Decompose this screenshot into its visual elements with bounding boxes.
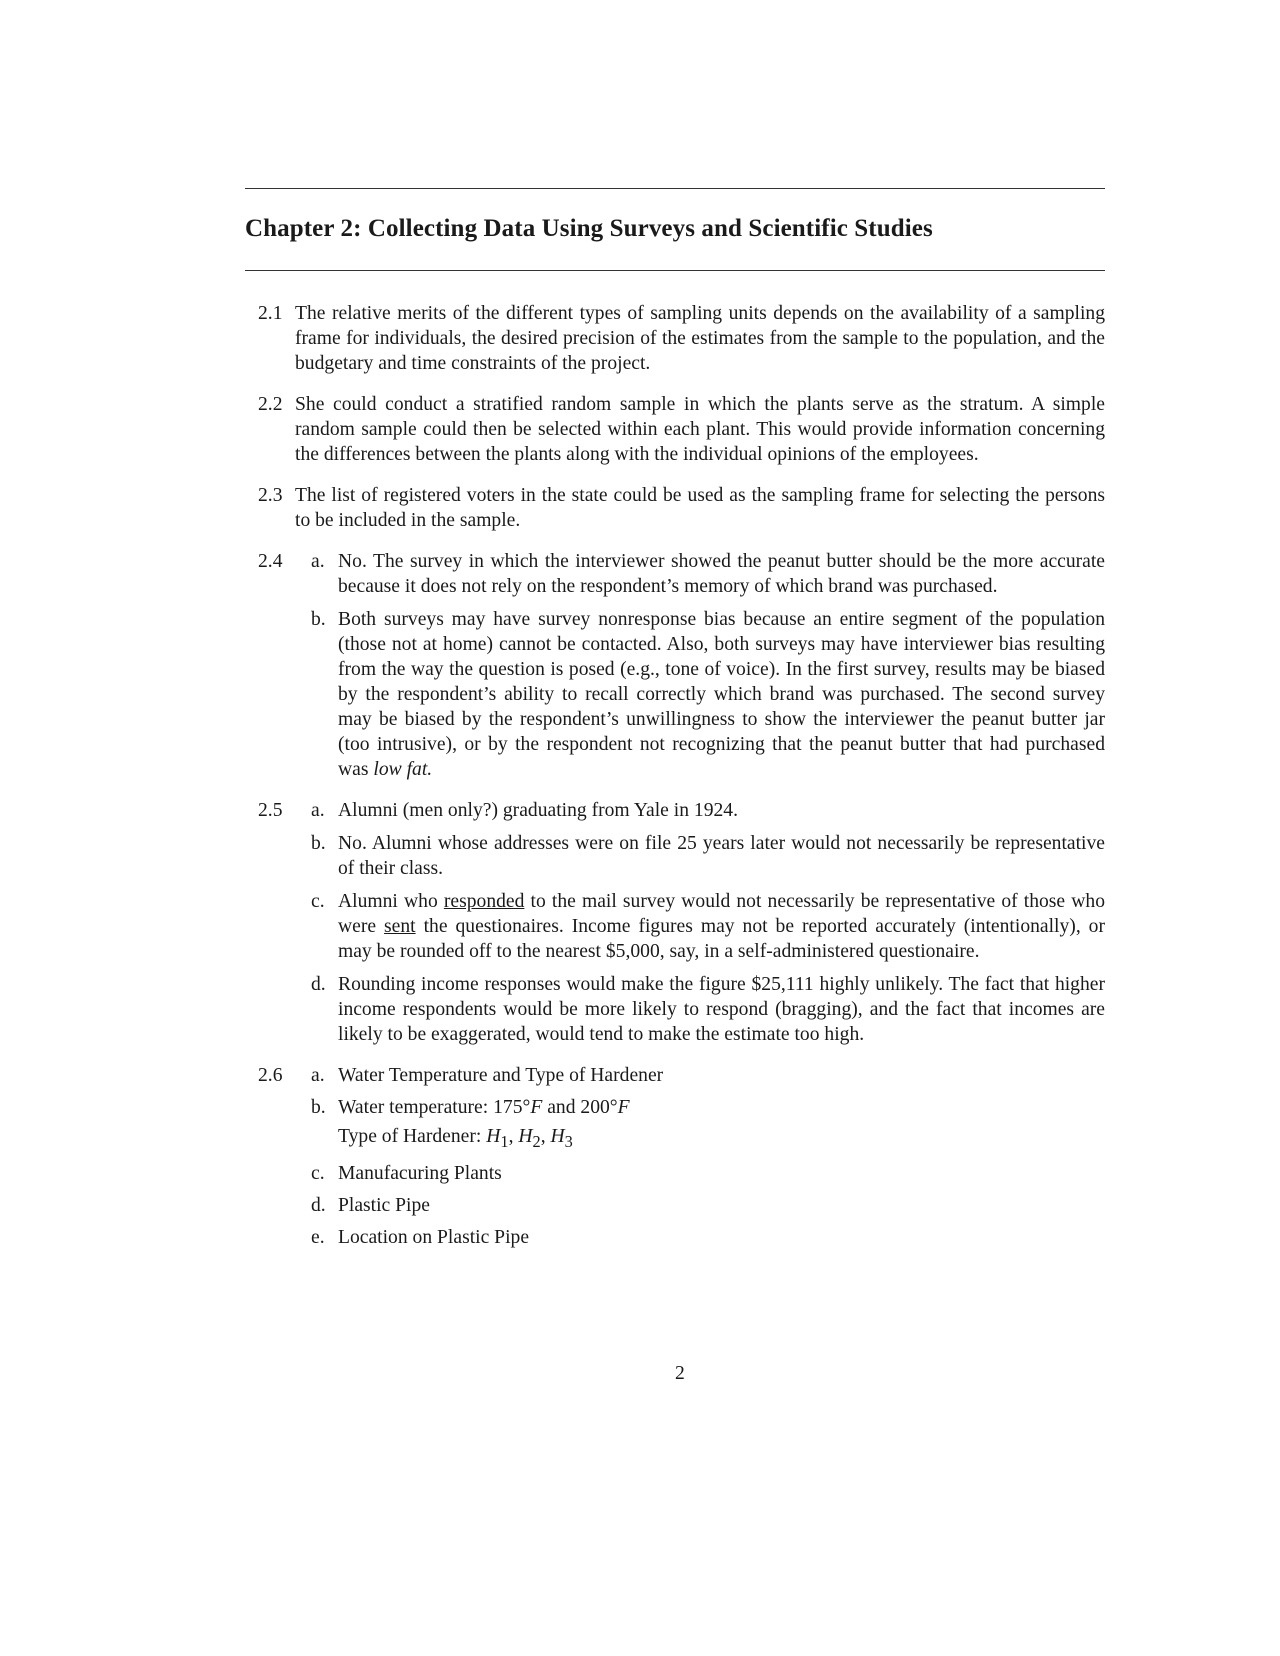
item-text: Alumni (men only?) graduating from Yale in 1924. [338,800,738,821]
solutions-list [258,301,1105,1266]
item-letter: a. [311,800,325,821]
item-text: Water Temperature and Type of Hardener [338,1065,664,1086]
item-letter: d. [311,1194,326,1216]
problem-number: 2.4 [258,551,283,572]
temperature-line [338,1097,630,1118]
item-text: Alumni who [338,891,444,912]
hardener-symbol: H [550,1126,565,1147]
item-letter: c. [311,1162,325,1184]
hardener-line [338,1124,1105,1154]
item-text: to the mail survey would not necessarily be representative of those who were [338,891,1105,937]
problem-2-3 [258,483,1105,533]
problem-number: 2.2 [258,394,283,415]
italic-text: low fat. [373,759,433,780]
problem-2-2 [258,392,1105,467]
answer-item-b [311,831,1105,881]
item-text: Rounding income responses would make the figure $25,111 highly unlikely. The fact that higher income respondents would be more likely to respond (bragging), and the fact that incomes are likely to be exaggerated, would tend to make the estimate too high. [338,974,1105,1045]
answer-item-b [311,607,1105,782]
answer-item-e [311,1225,1105,1250]
hardener-subscript: 1 [500,1131,509,1151]
temperature-value: 175° [493,1097,531,1118]
problem-2-1 [258,301,1105,376]
answer-item-a [311,798,1105,823]
underlined-text: responded [443,891,525,912]
item-letter: a. [311,1065,325,1086]
problem-text: The list of registered voters in the state could be used as the sampling frame for selecting the persons to be included in the sample. [295,485,1105,531]
problem-text: The relative merits of the different types of sampling units depends on the availability of a sampling frame for individuals, the desired precision of the estimates from the sample to the population, and the budgetary and time constraints of the project. [295,303,1105,374]
bottom-rule [245,270,1105,271]
temperature-unit: F [617,1097,630,1118]
problem-2-6 [258,1063,1105,1250]
answer-item-a [311,549,1105,599]
problem-number: 2.5 [258,800,283,821]
chapter-title: Chapter 2: Collecting Data Using Surveys and Scientific Studies [245,215,933,242]
item-letter: e. [311,1226,325,1248]
answer-item-a [311,1063,1105,1088]
answer-item-b [311,1095,1105,1154]
page-number: 2 [675,1363,685,1384]
temperature-value: 200° [580,1097,618,1118]
item-letter: a. [311,551,325,572]
item-letter: c. [311,891,325,912]
item-letter: b. [311,1097,326,1118]
temperature-unit: F [530,1097,543,1118]
item-text: Water temperature: [338,1097,494,1118]
item-text: Both surveys may have survey nonresponse bias because an entire segment of the population (those not at home) cannot be contacted. Also, both surveys may have interviewer bias resulting from the way the question is posed (e.g., tone of voice). In the first survey, results may be biased by the respondent’s ability to recall correctly which brand was purchased. The second survey may be biased by the respondent’s unwillingness to show the interviewer the peanut butter jar (too intrusive), or by the respondent not recognizing that the peanut butter that had purchased was [338,609,1105,780]
item-letter: b. [311,833,326,854]
item-letter: b. [311,609,326,630]
answer-item-c [311,889,1106,964]
separator: , [540,1126,551,1147]
problem-number: 2.1 [258,303,283,324]
separator: , [508,1126,519,1147]
item-text: No. Alumni whose addresses were on file 25 years later would not necessarily be representative of their class. [338,833,1105,879]
answer-item-d [311,972,1105,1047]
hardener-subscript: 3 [564,1131,573,1151]
hardener-symbol: H [518,1126,533,1147]
hardener-symbol: H [486,1126,501,1147]
item-text: Plastic Pipe [338,1194,430,1216]
underlined-text: sent [384,916,416,937]
item-text: No. The survey in which the interviewer showed the peanut butter should be the more accurate because it does not rely on the respondent’s memory of which brand was purchased. [338,551,1105,597]
item-text: the questionaires. Income figures may not be reported accurately (intentionally), or may be rounded off to the nearest $5,000, say, in a self-administered questionaire. [338,916,1106,962]
item-text: Type of Hardener: [338,1126,487,1147]
hardener-subscript: 2 [532,1131,541,1151]
top-rule [245,188,1105,189]
problem-2-5 [258,798,1105,1047]
item-text: and [542,1097,581,1118]
item-letter: d. [311,974,326,995]
answer-item-d [311,1193,1105,1218]
problem-number: 2.6 [258,1065,283,1086]
problem-number: 2.3 [258,485,283,506]
item-text: Location on Plastic Pipe [338,1226,530,1248]
problem-2-4 [258,549,1105,782]
item-text: Manufacuring Plants [338,1162,502,1184]
problem-text: She could conduct a stratified random sample in which the plants serve as the stratum. A simple random sample could then be selected within each plant. This would provide information concerning the differences between the plants along with the individual opinions of the employees. [295,394,1105,465]
answer-item-c [311,1161,1105,1186]
